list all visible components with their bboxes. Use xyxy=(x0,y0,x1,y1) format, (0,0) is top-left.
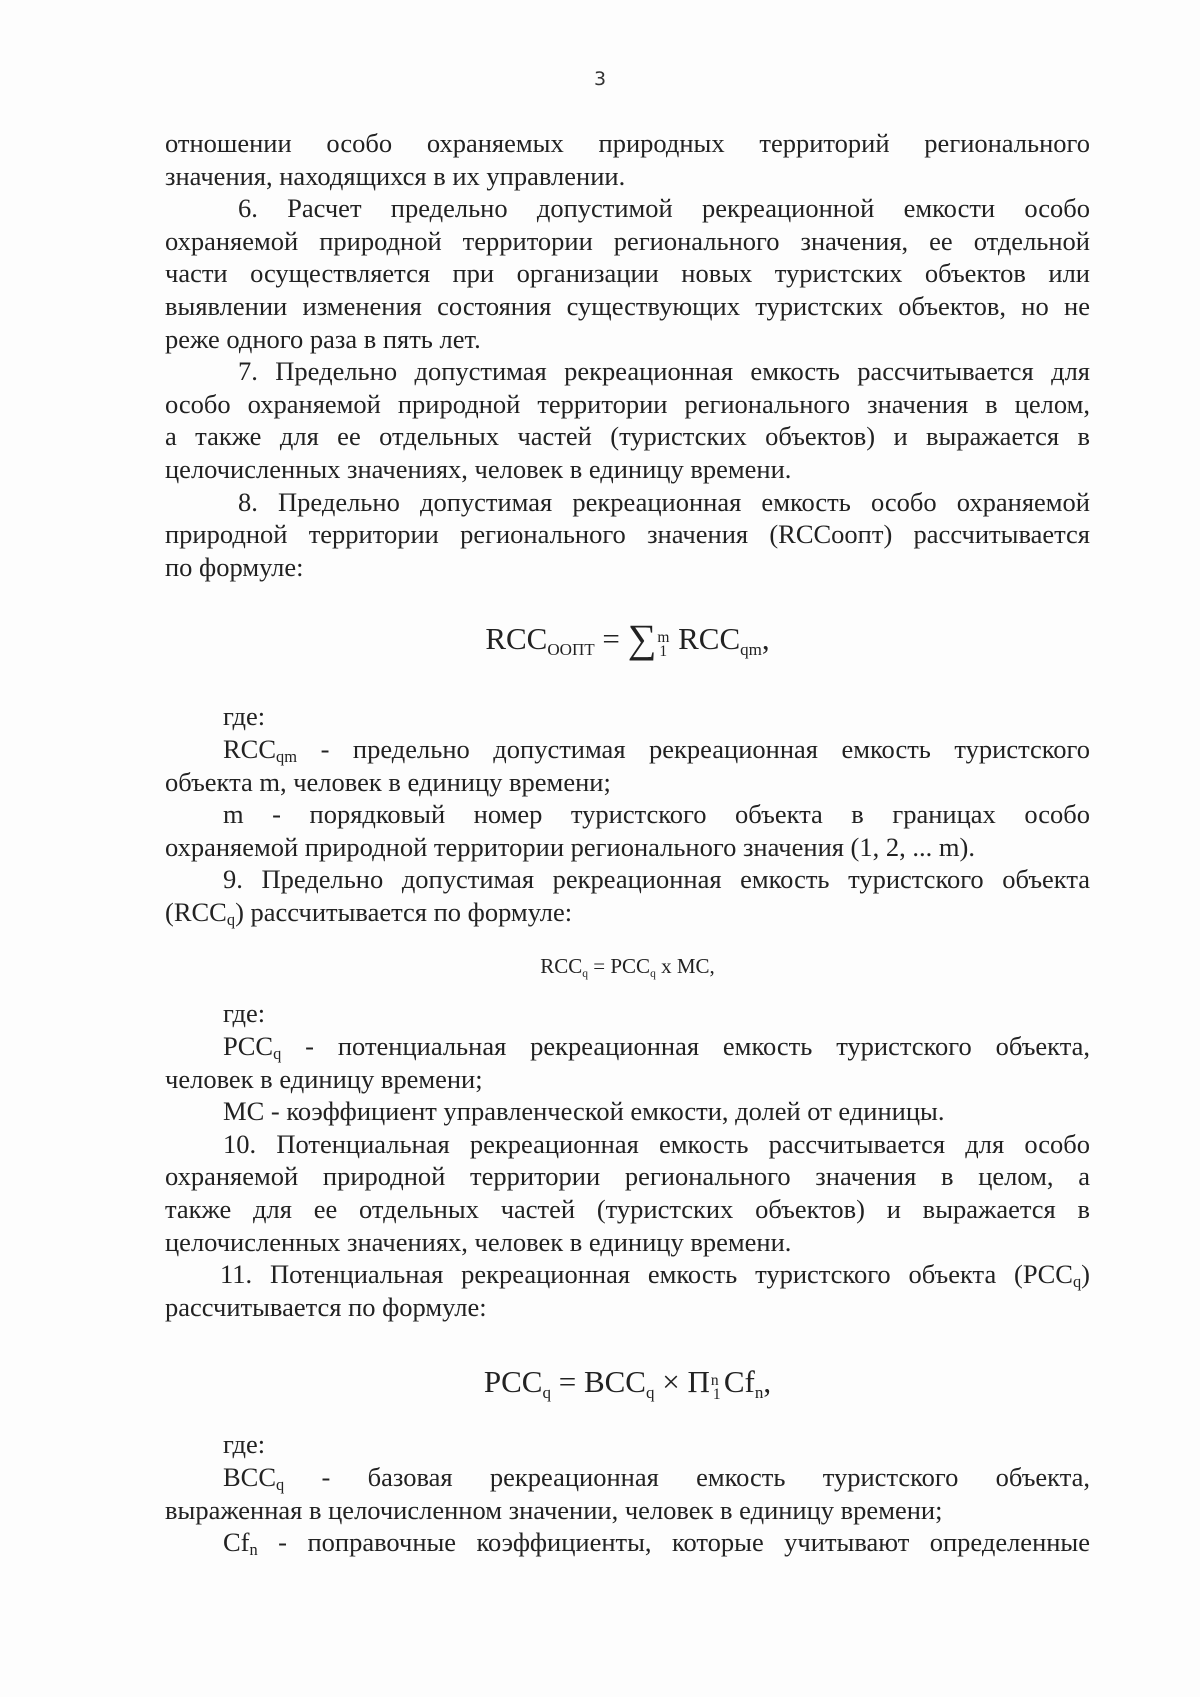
text-line: также для ее отдельных частей (туристских объектов) и выражается в xyxy=(165,1194,1090,1225)
paragraph-8 xyxy=(165,486,1090,584)
text-line: (RCCq) рассчитывается по формуле: xyxy=(165,896,573,929)
definition-rcc-qm: RCCqm - предельно допустимая рекреационная емкость туристского xyxy=(223,733,1090,766)
product-symbol: Π xyxy=(687,1364,710,1400)
text-line: реже одного раза в пять лет. xyxy=(165,323,481,354)
text-line: выраженная в целочисленном значении, человек в единицу времени; xyxy=(165,1494,943,1525)
summation-symbol: ∑ xyxy=(627,616,657,662)
document-body xyxy=(165,127,1090,1559)
where-label: где: xyxy=(223,1429,266,1460)
text-line: целочисленных значениях, человек в единицу времени. xyxy=(165,453,792,484)
formula-rcc-q: $RCC_q = PCC_q$ x MC, xyxy=(540,954,715,981)
text-line: 7. Предельно допустимая рекреационная емкость рассчитывается для xyxy=(238,356,1090,387)
definition-m: m - порядковый номер туристского объекта в границах особо xyxy=(223,799,1090,830)
where-label: где: xyxy=(223,701,266,732)
text-line: человек в единицу времени; xyxy=(165,1063,483,1094)
text-line: рассчитывается по формуле: xyxy=(165,1291,487,1322)
paragraph-10 xyxy=(165,1128,1090,1258)
text-line: значения, находящихся в их управлении. xyxy=(165,160,626,191)
text-line: целочисленных значениях, человек в единицу времени. xyxy=(165,1226,792,1257)
text-line: 9. Предельно допустимая рекреационная емкость туристского объекта xyxy=(223,864,1090,895)
text-line: охраняемой природной территории регионального значения, ее отдельной xyxy=(165,225,1090,256)
definitions-formula-3 xyxy=(165,1428,1090,1558)
paragraph-11 xyxy=(165,1258,1090,1323)
text-line: 11. Потенциальная рекреационная емкость туристского объекта (PCCq) xyxy=(220,1259,1090,1292)
definition-bcc-q: BCCq - базовая рекреационная емкость туристского объекта, xyxy=(223,1462,1090,1495)
text-line: охраняемой природной территории регионального значения (1, 2, ... m). xyxy=(165,831,975,862)
text-line: выявлении изменения состояния существующих туристских объектов, но не xyxy=(165,290,1090,321)
text-line: 10. Потенциальная рекреационная емкость рассчитывается для особо xyxy=(223,1128,1090,1159)
text-line: природной территории регионального значения (RCCоопт) рассчитывается xyxy=(165,519,1090,550)
paragraph-9 xyxy=(165,863,1090,928)
definitions-formula-2 xyxy=(165,997,1090,1127)
text-line: по формуле: xyxy=(165,551,304,582)
text-line: 8. Предельно допустимая рекреационная емкость особо охраняемой xyxy=(238,486,1090,517)
definition-pcc-q: PCCq - потенциальная рекреационная емкость туристского объекта, xyxy=(223,1031,1090,1064)
text-line: охраняемой природной территории регионального значения в целом, а xyxy=(165,1161,1090,1192)
text-line: части осуществляется при организации новых туристских объектов или xyxy=(165,258,1090,289)
text-line: 6. Расчет предельно допустимой рекреационной емкости особо xyxy=(238,193,1090,224)
paragraph-intro xyxy=(165,127,1090,192)
definition-mc: MC - коэффициент управленческой емкости, долей от единицы. xyxy=(223,1096,945,1127)
text-line: объекта m, человек в единицу времени; xyxy=(165,766,611,797)
paragraph-6 xyxy=(165,192,1090,355)
formula-pcc-q: $PCC_q = BCC_q \times \Pi$ n 1 $Cf_n$, xyxy=(483,1364,772,1404)
text-line: а также для ее отдельных частей (туристских объектов) и выражается в xyxy=(165,421,1090,452)
where-label: где: xyxy=(223,998,266,1029)
definition-cf-n: Cfn - поправочные коэффициенты, которые учитывают определенные xyxy=(223,1527,1090,1560)
text-line: отношении особо охраняемых природных территорий регионального xyxy=(165,128,1090,158)
paragraph-7 xyxy=(165,355,1090,485)
text-line: особо охраняемой природной территории регионального значения в целом, xyxy=(165,388,1090,419)
page-number: 3 xyxy=(593,68,607,90)
formula-rcc-oopt: $RCC_{ООПТ}$ = ∑ m 1 $RCC_{qm}$, xyxy=(485,616,770,662)
definitions-formula-1 xyxy=(165,700,1090,863)
